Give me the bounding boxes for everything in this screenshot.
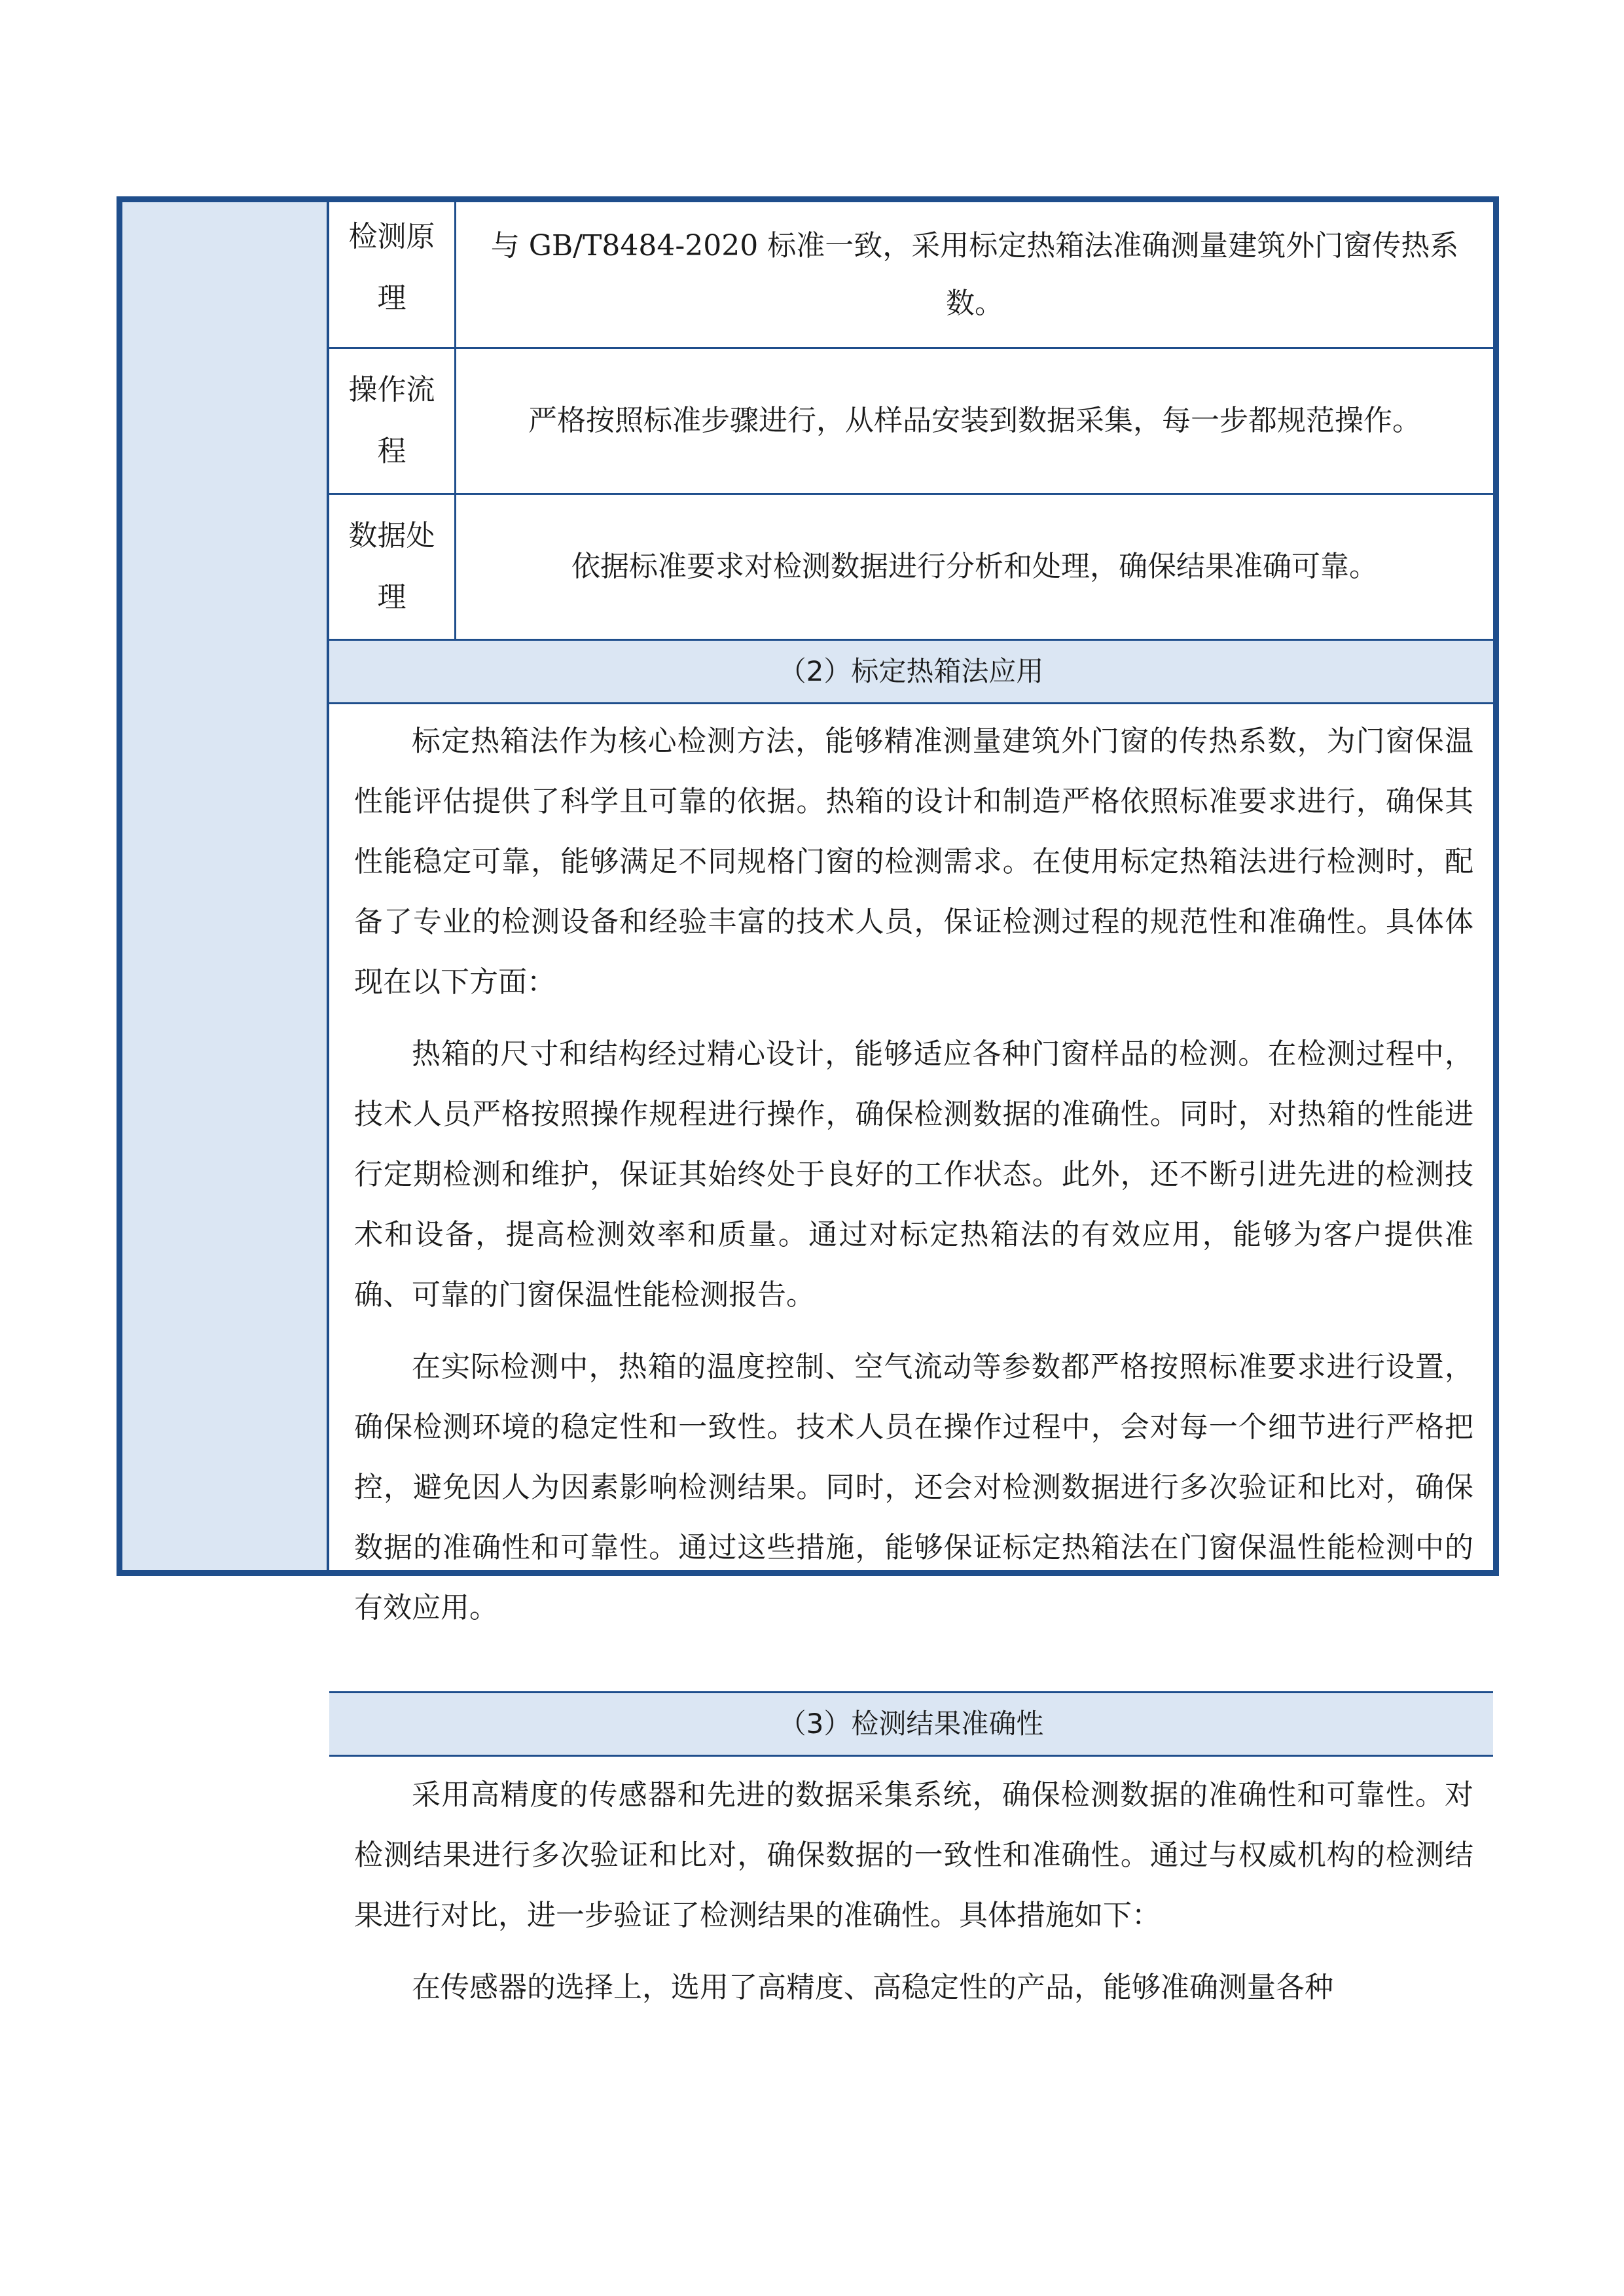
row-value — [456, 495, 1493, 639]
row-value — [456, 202, 1493, 347]
document-table — [117, 196, 1499, 2004]
row-label — [329, 202, 456, 347]
table-content — [329, 202, 1493, 2004]
row-label-line1: 检测原 — [348, 220, 435, 253]
section3-heading: （3）检测结果准确性 — [329, 1691, 1493, 1757]
row-label-line1: 操作流 — [348, 373, 435, 406]
section2-paragraph: 在实际检测中，热箱的温度控制、空气流动等参数都严格按照标准要求进行设置，确保检测环境的稳定性和一致性。技术人员在操作过程中，会对每一个细节进行严格把控，避免因人为因素影响检测结果。同时，还会对检测数据进行多次验证和比对，确保数据的准确性和可靠性。通过这些措施，能够保证标定热箱法在门窗保温性能检测中的有效应用。 — [354, 1350, 1473, 1624]
section2-heading: （2）标定热箱法应用 — [329, 641, 1493, 704]
row-label — [329, 495, 456, 639]
section3-body — [329, 1765, 1493, 2030]
table-row-procedure — [329, 349, 1493, 495]
row-label-line1: 数据处 — [348, 519, 435, 552]
row-label — [329, 349, 456, 493]
table-row-principle — [329, 202, 1493, 349]
row-value — [456, 349, 1493, 493]
row-label-line2: 程 — [377, 435, 406, 468]
row-value-text: 严格按照标准步骤进行，从样品安装到数据采集，每一步都规范操作。 — [528, 404, 1421, 437]
section2-body — [329, 711, 1493, 1689]
section2-paragraph: 热箱的尺寸和结构经过精心设计，能够适应各种门窗样品的检测。在检测过程中，技术人员严格按照操作规程进行操作，确保检测数据的准确性。同时，对热箱的性能进行定期检测和维护，保证其始终处于良好的工作状态。此外，还不断引进先进的检测技术和设备，提高检测效率和质量。通过对标定热箱法的有效应用，能够为客户提供准确、可靠的门窗保温性能检测报告。 — [354, 1037, 1473, 1312]
section3-paragraph: 在传感器的选择上，选用了高精度、高稳定性的产品，能够准确测量各种 — [412, 1971, 1333, 2004]
left-shaded-column — [122, 202, 329, 1570]
section3-paragraph: 采用高精度的传感器和先进的数据采集系统，确保检测数据的准确性和可靠性。对检测结果进行多次验证和比对，确保数据的一致性和准确性。通过与权威机构的检测结果进行对比，进一步验证了检测结果的准确性。具体措施如下： — [354, 1778, 1473, 1932]
row-value-text: 与 GB/T8484-2020 标准一致，采用标定热箱法准确测量建筑外门窗传热系数。 — [490, 228, 1459, 320]
row-label-line2: 理 — [377, 281, 406, 315]
table-row-data-processing — [329, 495, 1493, 641]
row-value-text: 依据标准要求对检测数据进行分析和处理，确保结果准确可靠。 — [571, 550, 1378, 583]
row-label-line2: 理 — [377, 581, 406, 614]
section2-paragraph: 标定热箱法作为核心检测方法，能够精准测量建筑外门窗的传热系数，为门窗保温性能评估提供了科学且可靠的依据。热箱的设计和制造严格依照标准要求进行，确保其性能稳定可靠，能够满足不同规格门窗的检测需求。在使用标定热箱法进行检测时，配备了专业的检测设备和经验丰富的技术人员，保证检测过程的规范性和准确性。具体体现在以下方面： — [354, 725, 1473, 999]
